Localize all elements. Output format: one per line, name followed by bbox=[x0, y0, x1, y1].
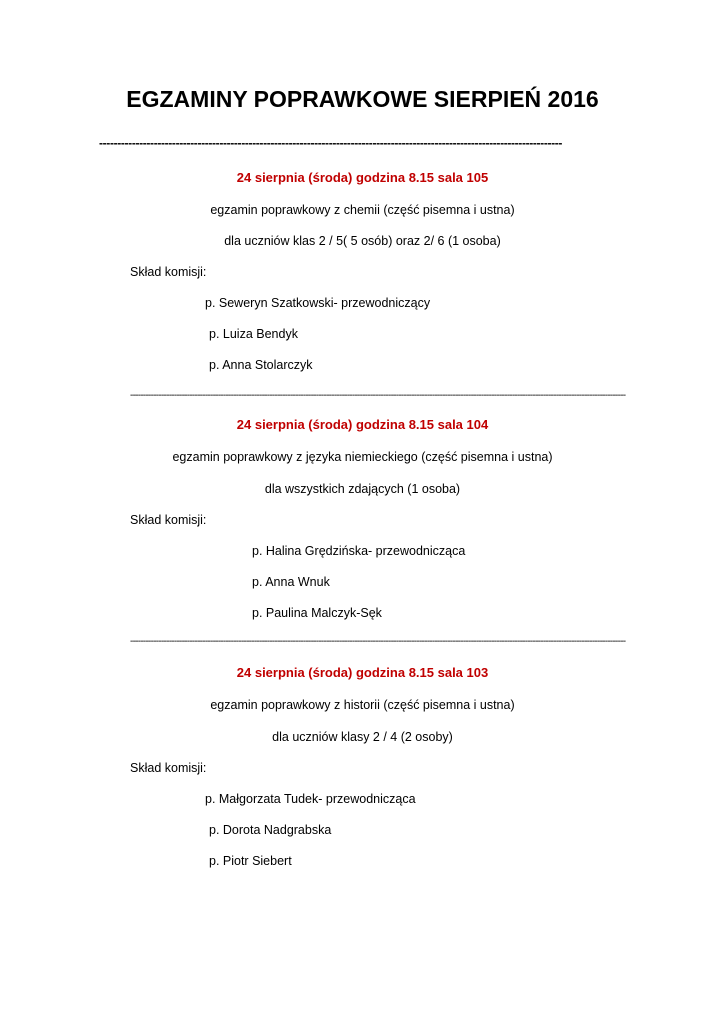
section-heading: 24 sierpnia (środa) godzina 8.15 sala 105 bbox=[236, 170, 489, 185]
committee-label: Skład komisji: bbox=[130, 513, 207, 527]
committee-label: Skład komisji: bbox=[130, 265, 207, 279]
students-info: dla uczniów klasy 2 / 4 (2 osoby) bbox=[272, 730, 453, 744]
exam-description: egzamin poprawkowy z języka niemieckiego (część pisemna i ustna) bbox=[172, 450, 553, 464]
committee-member: p. Piotr Siebert bbox=[209, 854, 292, 868]
committee-member: p. Anna Wnuk bbox=[252, 575, 330, 589]
students-info: dla uczniów klas 2 / 5( 5 osób) oraz 2/ 6 (1 osoba) bbox=[224, 234, 501, 248]
title-separator: ------------------------------------------------------------------------------------------------------------------------------- bbox=[99, 136, 563, 150]
committee-chair: p. Seweryn Szatkowski- przewodniczący bbox=[205, 296, 431, 310]
exam-description: egzamin poprawkowy z chemii (część pisemna i ustna) bbox=[210, 203, 515, 217]
exam-description: egzamin poprawkowy z historii (część pisemna i ustna) bbox=[210, 698, 515, 712]
committee-member: p. Anna Stolarczyk bbox=[209, 358, 313, 372]
committee-member: p. Luiza Bendyk bbox=[209, 327, 298, 341]
page-title: EGZAMINY POPRAWKOWE SIERPIEŃ 2016 bbox=[126, 86, 599, 112]
committee-member: p. Dorota Nadgrabska bbox=[209, 823, 332, 837]
committee-chair: p. Małgorzata Tudek- przewodnicząca bbox=[205, 792, 416, 806]
section-heading: 24 sierpnia (środa) godzina 8.15 sala 103 bbox=[236, 665, 489, 680]
committee-member: p. Paulina Malczyk-Sęk bbox=[252, 606, 382, 620]
committee-label: Skład komisji: bbox=[130, 761, 207, 775]
section-heading: 24 sierpnia (środa) godzina 8.15 sala 104 bbox=[236, 417, 489, 432]
section-separator: ------------------------------------------------------------------------------------------------------------------------------------------------------------------------------------------------ bbox=[130, 636, 626, 647]
section-separator: ------------------------------------------------------------------------------------------------------------------------------------------------------------------------------------------------ bbox=[130, 390, 626, 401]
students-info: dla wszystkich zdających (1 osoba) bbox=[264, 482, 461, 496]
committee-chair: p. Halina Grędzińska- przewodnicząca bbox=[252, 544, 466, 558]
